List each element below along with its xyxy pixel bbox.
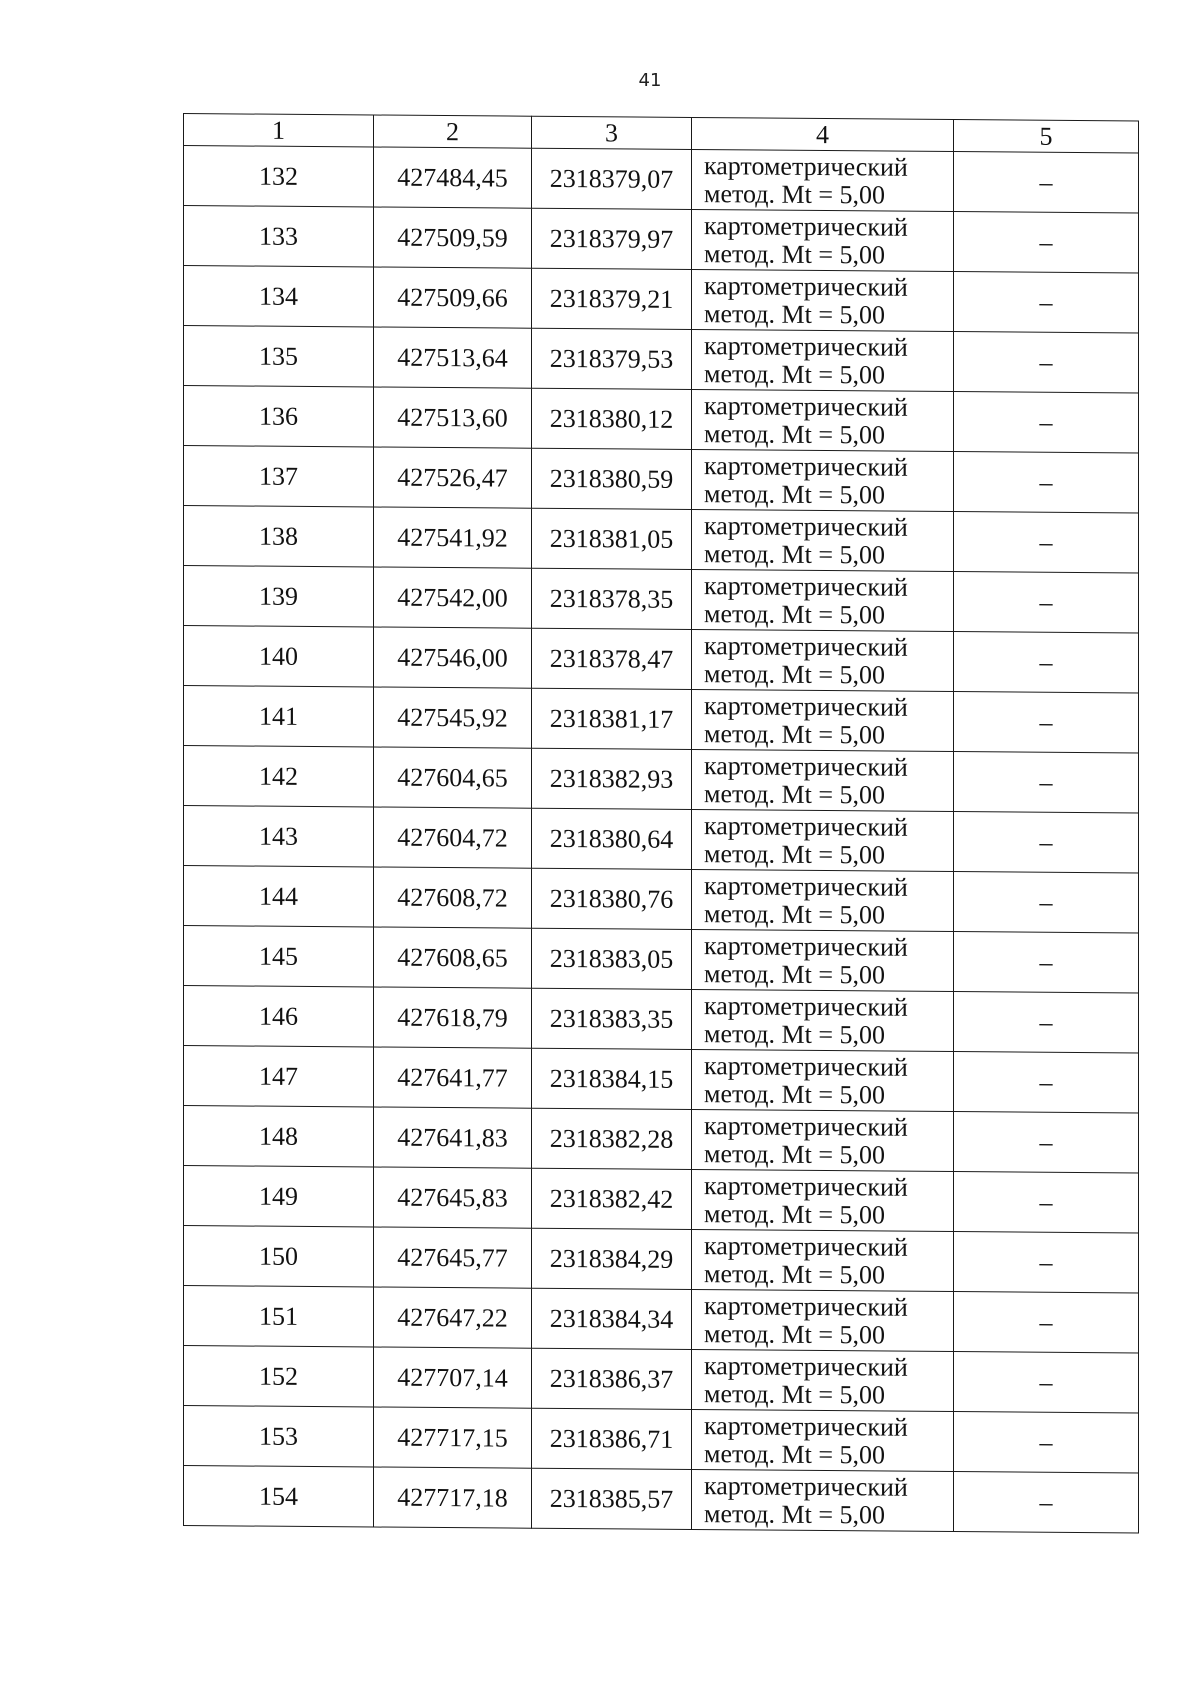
table-row bbox=[184, 746, 1139, 814]
method-line-2: метод. Mt = 5,00 bbox=[704, 418, 885, 450]
note-cell: – bbox=[954, 452, 1139, 513]
point-number-cell: 152 bbox=[184, 1346, 374, 1407]
x-coordinate-cell: 427513,64 bbox=[374, 327, 532, 388]
table-row bbox=[184, 1286, 1139, 1354]
method-line-2: метод. Mt = 5,00 bbox=[704, 298, 885, 330]
method-cell bbox=[692, 509, 954, 571]
note-cell: – bbox=[954, 632, 1139, 693]
x-coordinate-cell: 427641,77 bbox=[374, 1047, 532, 1108]
table-body bbox=[184, 146, 1139, 1534]
y-coordinate-cell: 2318379,21 bbox=[532, 268, 692, 329]
x-coordinate-cell: 427618,79 bbox=[374, 987, 532, 1048]
method-line-2: метод. Mt = 5,00 bbox=[704, 838, 885, 870]
table-row bbox=[184, 626, 1139, 694]
y-coordinate-cell: 2318385,57 bbox=[532, 1468, 692, 1529]
note-cell: – bbox=[954, 1172, 1139, 1233]
x-coordinate-cell: 427608,65 bbox=[374, 927, 532, 988]
note-cell: – bbox=[954, 212, 1139, 273]
table-row bbox=[184, 986, 1139, 1054]
table-row bbox=[184, 926, 1139, 994]
table-row bbox=[184, 446, 1139, 514]
method-cell bbox=[692, 1169, 954, 1231]
point-number-cell: 138 bbox=[184, 506, 374, 567]
method-cell bbox=[692, 809, 954, 871]
method-line-2: метод. Mt = 5,00 bbox=[704, 718, 885, 750]
x-coordinate-cell: 427645,83 bbox=[374, 1167, 532, 1228]
page-number: 41 bbox=[638, 70, 662, 91]
method-cell bbox=[692, 689, 954, 751]
y-coordinate-cell: 2318382,28 bbox=[532, 1108, 692, 1169]
x-coordinate-cell: 427509,66 bbox=[374, 267, 532, 328]
column-header-4: 4 bbox=[692, 117, 954, 151]
point-number-cell: 133 bbox=[184, 206, 374, 267]
method-line-2: метод. Mt = 5,00 bbox=[704, 1078, 885, 1110]
point-number-cell: 140 bbox=[184, 626, 374, 687]
table-row bbox=[184, 326, 1139, 394]
method-line-1: картометрический bbox=[704, 390, 908, 422]
point-number-cell: 151 bbox=[184, 1286, 374, 1347]
note-cell: – bbox=[954, 932, 1139, 993]
method-cell bbox=[692, 629, 954, 691]
note-cell: – bbox=[954, 752, 1139, 813]
method-line-1: картометрический bbox=[704, 810, 908, 842]
y-coordinate-cell: 2318383,05 bbox=[532, 928, 692, 989]
x-coordinate-cell: 427526,47 bbox=[374, 447, 532, 508]
x-coordinate-cell: 427604,72 bbox=[374, 807, 532, 868]
method-cell bbox=[692, 1049, 954, 1111]
method-cell bbox=[692, 449, 954, 511]
x-coordinate-cell: 427541,92 bbox=[374, 507, 532, 568]
note-cell: – bbox=[954, 692, 1139, 753]
y-coordinate-cell: 2318379,53 bbox=[532, 328, 692, 389]
note-cell: – bbox=[954, 332, 1139, 393]
method-line-1: картометрический bbox=[704, 930, 908, 962]
y-coordinate-cell: 2318381,17 bbox=[532, 688, 692, 749]
table-row bbox=[184, 806, 1139, 874]
method-line-2: метод. Mt = 5,00 bbox=[704, 1018, 885, 1050]
method-line-1: картометрический bbox=[704, 1230, 908, 1262]
coordinates-table bbox=[183, 113, 1139, 1534]
method-line-1: картометрический bbox=[704, 750, 908, 782]
y-coordinate-cell: 2318384,34 bbox=[532, 1288, 692, 1349]
method-cell bbox=[692, 329, 954, 391]
method-line-1: картометрический bbox=[704, 450, 908, 482]
note-cell: – bbox=[954, 512, 1139, 573]
point-number-cell: 132 bbox=[184, 146, 374, 207]
note-cell: – bbox=[954, 812, 1139, 873]
note-cell: – bbox=[954, 392, 1139, 453]
x-coordinate-cell: 427545,92 bbox=[374, 687, 532, 748]
point-number-cell: 141 bbox=[184, 686, 374, 747]
method-line-1: картометрический bbox=[704, 1110, 908, 1142]
x-coordinate-cell: 427546,00 bbox=[374, 627, 532, 688]
point-number-cell: 135 bbox=[184, 326, 374, 387]
x-coordinate-cell: 427717,18 bbox=[374, 1467, 532, 1528]
point-number-cell: 154 bbox=[184, 1466, 374, 1527]
x-coordinate-cell: 427645,77 bbox=[374, 1227, 532, 1288]
x-coordinate-cell: 427717,15 bbox=[374, 1407, 532, 1468]
y-coordinate-cell: 2318384,29 bbox=[532, 1228, 692, 1289]
method-line-1: картометрический bbox=[704, 990, 908, 1022]
table-row bbox=[184, 1226, 1139, 1294]
table-row bbox=[184, 1406, 1139, 1474]
y-coordinate-cell: 2318380,59 bbox=[532, 448, 692, 509]
y-coordinate-cell: 2318379,07 bbox=[532, 148, 692, 209]
method-line-2: метод. Mt = 5,00 bbox=[704, 958, 885, 990]
column-header-5: 5 bbox=[954, 120, 1139, 153]
table-row bbox=[184, 1346, 1139, 1414]
point-number-cell: 150 bbox=[184, 1226, 374, 1287]
table-row bbox=[184, 1046, 1139, 1114]
method-line-2: метод. Mt = 5,00 bbox=[704, 238, 885, 270]
note-cell: – bbox=[954, 992, 1139, 1053]
method-line-2: метод. Mt = 5,00 bbox=[704, 1198, 885, 1230]
point-number-cell: 139 bbox=[184, 566, 374, 627]
method-line-2: метод. Mt = 5,00 bbox=[704, 898, 885, 930]
method-cell bbox=[692, 1469, 954, 1531]
column-header-2: 2 bbox=[374, 115, 532, 148]
method-cell bbox=[692, 1229, 954, 1291]
table-row bbox=[184, 866, 1139, 934]
method-cell bbox=[692, 1289, 954, 1351]
table-row bbox=[184, 1166, 1139, 1234]
method-line-1: картометрический bbox=[704, 510, 908, 542]
y-coordinate-cell: 2318378,35 bbox=[532, 568, 692, 629]
method-cell bbox=[692, 389, 954, 451]
method-line-2: метод. Mt = 5,00 bbox=[704, 1258, 885, 1290]
method-line-2: метод. Mt = 5,00 bbox=[704, 178, 885, 210]
point-number-cell: 134 bbox=[184, 266, 374, 327]
method-cell bbox=[692, 209, 954, 271]
y-coordinate-cell: 2318386,37 bbox=[532, 1348, 692, 1409]
method-line-1: картометрический bbox=[704, 690, 908, 722]
x-coordinate-cell: 427707,14 bbox=[374, 1347, 532, 1408]
y-coordinate-cell: 2318380,64 bbox=[532, 808, 692, 869]
y-coordinate-cell: 2318382,93 bbox=[532, 748, 692, 809]
point-number-cell: 142 bbox=[184, 746, 374, 807]
y-coordinate-cell: 2318384,15 bbox=[532, 1048, 692, 1109]
method-line-2: метод. Mt = 5,00 bbox=[704, 1498, 885, 1530]
x-coordinate-cell: 427608,72 bbox=[374, 867, 532, 928]
point-number-cell: 147 bbox=[184, 1046, 374, 1107]
method-cell bbox=[692, 1349, 954, 1411]
table-row bbox=[184, 146, 1139, 214]
point-number-cell: 137 bbox=[184, 446, 374, 507]
method-cell bbox=[692, 749, 954, 811]
x-coordinate-cell: 427509,59 bbox=[374, 207, 532, 268]
note-cell: – bbox=[954, 1112, 1139, 1173]
table-row bbox=[184, 566, 1139, 634]
table-row bbox=[184, 386, 1139, 454]
y-coordinate-cell: 2318380,76 bbox=[532, 868, 692, 929]
method-line-2: метод. Mt = 5,00 bbox=[704, 358, 885, 390]
column-header-3: 3 bbox=[532, 116, 692, 149]
table-row bbox=[184, 266, 1139, 334]
table-row bbox=[184, 1106, 1139, 1174]
y-coordinate-cell: 2318380,12 bbox=[532, 388, 692, 449]
method-line-2: метод. Mt = 5,00 bbox=[704, 1438, 885, 1470]
method-line-2: метод. Mt = 5,00 bbox=[704, 598, 885, 630]
note-cell: – bbox=[954, 1292, 1139, 1353]
point-number-cell: 153 bbox=[184, 1406, 374, 1467]
method-line-2: метод. Mt = 5,00 bbox=[704, 478, 885, 510]
method-cell bbox=[692, 989, 954, 1051]
method-line-1: картометрический bbox=[704, 1470, 908, 1502]
method-line-1: картометрический bbox=[704, 1410, 908, 1442]
y-coordinate-cell: 2318378,47 bbox=[532, 628, 692, 689]
table-row bbox=[184, 506, 1139, 574]
method-line-2: метод. Mt = 5,00 bbox=[704, 538, 885, 570]
method-line-2: метод. Mt = 5,00 bbox=[704, 1318, 885, 1350]
note-cell: – bbox=[954, 1052, 1139, 1113]
method-line-1: картометрический bbox=[704, 870, 908, 902]
point-number-cell: 145 bbox=[184, 926, 374, 987]
method-line-1: картометрический bbox=[704, 210, 908, 242]
note-cell: – bbox=[954, 152, 1139, 213]
method-cell bbox=[692, 569, 954, 631]
note-cell: – bbox=[954, 1352, 1139, 1413]
method-line-1: картометрический bbox=[704, 570, 908, 602]
point-number-cell: 146 bbox=[184, 986, 374, 1047]
method-line-1: картометрический bbox=[704, 1290, 908, 1322]
x-coordinate-cell: 427647,22 bbox=[374, 1287, 532, 1348]
method-line-2: метод. Mt = 5,00 bbox=[704, 1378, 885, 1410]
method-line-1: картометрический bbox=[704, 270, 908, 302]
method-line-1: картометрический bbox=[704, 630, 908, 662]
y-coordinate-cell: 2318386,71 bbox=[532, 1408, 692, 1469]
method-line-1: картометрический bbox=[704, 330, 908, 362]
x-coordinate-cell: 427542,00 bbox=[374, 567, 532, 628]
y-coordinate-cell: 2318379,97 bbox=[532, 208, 692, 269]
note-cell: – bbox=[954, 1412, 1139, 1473]
method-line-1: картометрический bbox=[704, 1050, 908, 1082]
method-cell bbox=[692, 929, 954, 991]
method-line-2: метод. Mt = 5,00 bbox=[704, 778, 885, 810]
method-line-2: метод. Mt = 5,00 bbox=[704, 658, 885, 690]
method-line-1: картометрический bbox=[704, 1350, 908, 1382]
point-number-cell: 149 bbox=[184, 1166, 374, 1227]
point-number-cell: 144 bbox=[184, 866, 374, 927]
note-cell: – bbox=[954, 272, 1139, 333]
x-coordinate-cell: 427604,65 bbox=[374, 747, 532, 808]
note-cell: – bbox=[954, 572, 1139, 633]
table-row bbox=[184, 686, 1139, 754]
method-cell bbox=[692, 1409, 954, 1471]
note-cell: – bbox=[954, 1472, 1139, 1533]
point-number-cell: 136 bbox=[184, 386, 374, 447]
method-cell bbox=[692, 1109, 954, 1171]
method-cell bbox=[692, 149, 954, 211]
table-row bbox=[184, 1466, 1139, 1534]
x-coordinate-cell: 427641,83 bbox=[374, 1107, 532, 1168]
note-cell: – bbox=[954, 872, 1139, 933]
y-coordinate-cell: 2318382,42 bbox=[532, 1168, 692, 1229]
x-coordinate-cell: 427513,60 bbox=[374, 387, 532, 448]
point-number-cell: 148 bbox=[184, 1106, 374, 1167]
method-line-1: картометрический bbox=[704, 1170, 908, 1202]
point-number-cell: 143 bbox=[184, 806, 374, 867]
x-coordinate-cell: 427484,45 bbox=[374, 147, 532, 208]
y-coordinate-cell: 2318383,35 bbox=[532, 988, 692, 1049]
y-coordinate-cell: 2318381,05 bbox=[532, 508, 692, 569]
method-cell bbox=[692, 869, 954, 931]
table-row bbox=[184, 206, 1139, 274]
method-cell bbox=[692, 269, 954, 331]
method-line-2: метод. Mt = 5,00 bbox=[704, 1138, 885, 1170]
note-cell: – bbox=[954, 1232, 1139, 1293]
column-header-1: 1 bbox=[184, 114, 374, 147]
method-line-1: картометрический bbox=[704, 150, 908, 182]
